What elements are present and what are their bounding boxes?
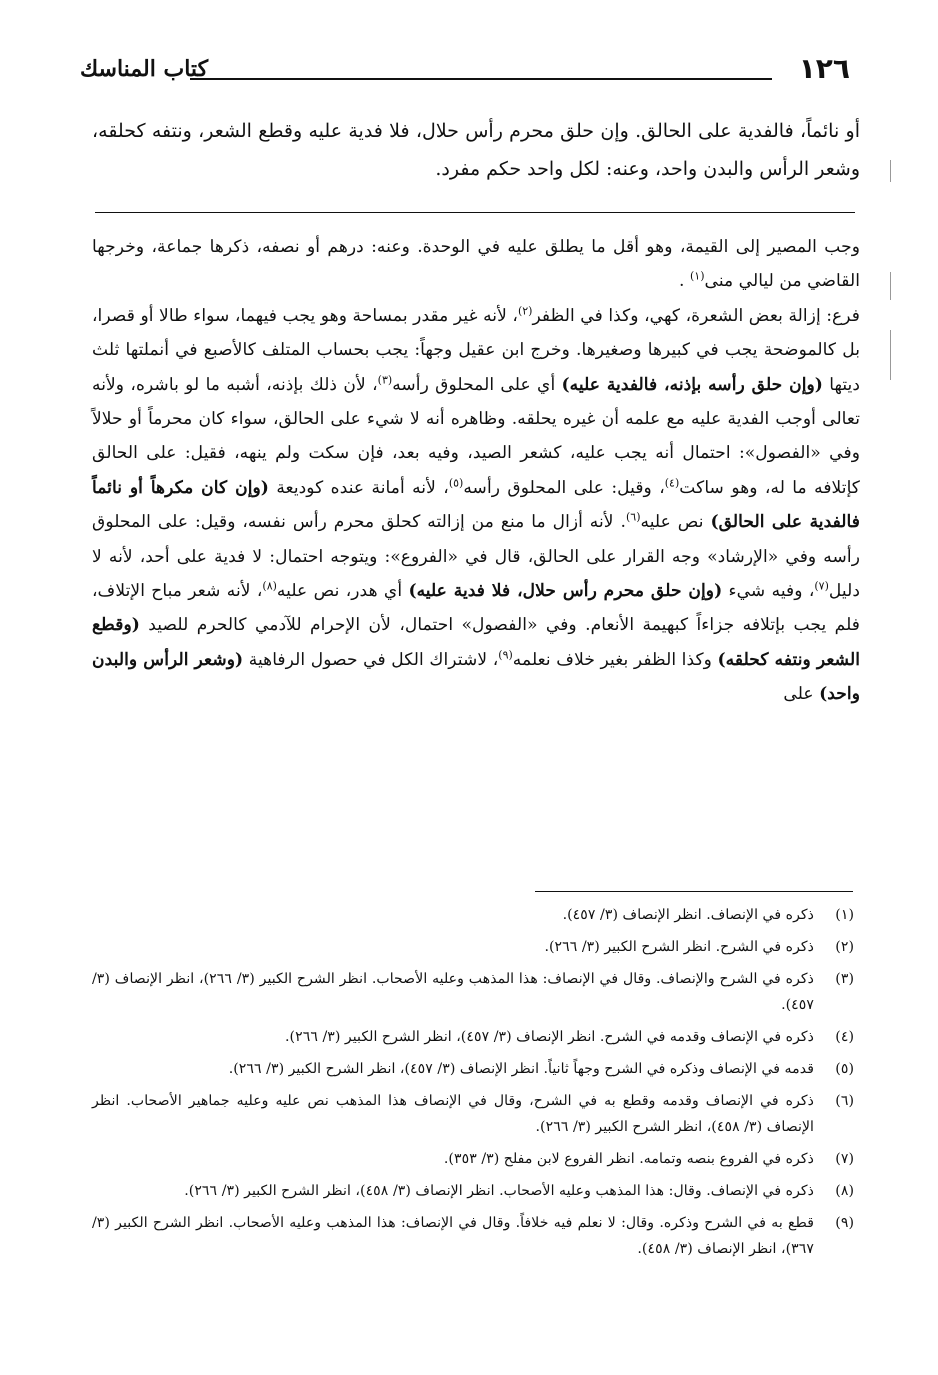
footnote-number: (٣) (835, 971, 854, 987)
margin-tick (890, 272, 891, 300)
footnote (92, 966, 854, 1018)
footnote-number: (١) (835, 907, 854, 923)
footnote-ref[interactable]: (٦) (625, 510, 641, 524)
footnote-number: (٧) (835, 1151, 854, 1167)
footnote (92, 1178, 854, 1204)
margin-tick (890, 160, 891, 182)
matn-quote: (وقطع الشعر ونتفه كحلقه) (92, 615, 861, 670)
commentary (92, 230, 860, 712)
margin-tick (890, 330, 891, 380)
footnote-ref[interactable]: (٥) (448, 476, 464, 490)
footnote-number: (٩) (835, 1215, 854, 1231)
matn-quote: (وإن حلق رأسه بإذنه، فالفدية عليه) (561, 374, 823, 395)
footnote (92, 1210, 854, 1262)
matn-divider (95, 212, 855, 213)
footnote-text: قطع به في الشرح وذكره. وقال: لا نعلم فيه خلافاً. وقال في الإنصاف: هذا المذهب وعليه الأصحاب. انظر الشرح الكبير (٣/ ٣٦٧)، انظر الإنصاف (٣/ ٤٥٨). (92, 1215, 814, 1257)
footnote (92, 1088, 854, 1140)
footnote (92, 934, 854, 960)
footnote-ref[interactable]: (١) (689, 269, 705, 283)
matn-quote: (وشعر الرأس والبدن واحد) (92, 649, 860, 705)
footnotes (92, 902, 854, 1268)
commentary-paragraph-1: وجب المصير إلى القيمة، وهو أقل ما يطلق عليه في الوحدة. وعنه: درهم أو نصفه، ذكرها جماعة، وخرجها القاضي من ليالي منى$^{(١)}$ . (92, 237, 860, 292)
footnote-text: ذكره في الشرح. انظر الشرح الكبير (٣/ ٢٦٦). (544, 939, 814, 955)
footnote (92, 1146, 854, 1172)
header-rule (190, 78, 772, 80)
footnotes-divider (535, 891, 853, 892)
footnote (92, 902, 854, 928)
footnote-text: ذكره في الإنصاف. انظر الإنصاف (٣/ ٤٥٧). (562, 907, 814, 923)
footnote (92, 1024, 854, 1050)
page-number: ١٢٦ (798, 52, 850, 85)
footnote-ref[interactable]: (٧) (814, 579, 829, 593)
footnote-text: ذكره في الإنصاف. وقال: هذا المذهب وعليه الأصحاب. انظر الإنصاف (٣/ ٤٥٨)، انظر الشرح الكبير (٣/ ٢٦٦). (184, 1183, 814, 1199)
footnote-text: قدمه في الإنصاف وذكره في الشرح وجهاً ثانياً. انظر الإنصاف (٣/ ٤٥٧)، انظر الشرح الكبير (٣/ ٢٦٦). (228, 1061, 814, 1077)
footnote-text: ذكره في الفروع بنصه وتمامه. انظر الفروع لابن مفلح (٣/ ٣٥٣). (443, 1151, 814, 1167)
matn-text: أو نائماً، فالفدية على الحالق. وإن حلق محرم رأس حلال، فلا فدية عليه وقطع الشعر، ونتفه كحلقه، وشعر الرأس والبدن واحد، وعنه: لكل واحد حكم مفرد. (92, 120, 860, 180)
footnote-ref[interactable]: (٣) (377, 372, 393, 386)
matn-quote: (وإن حلق محرم رأس حلال، فلا فدية عليه) (408, 581, 723, 602)
footnote-number: (٦) (835, 1093, 854, 1109)
footnote (92, 1056, 854, 1082)
matn-quote: (وإن كان مكرهاً أو نائماً فالفدية على الحالق) (92, 477, 860, 533)
footnote-number: (٢) (835, 939, 854, 955)
footnote-ref[interactable]: (٩) (498, 648, 513, 662)
footnote-number: (٤) (835, 1029, 854, 1045)
footnote-ref[interactable]: (٨) (262, 579, 277, 593)
page-header (80, 50, 850, 90)
footnote-ref[interactable]: (٤) (664, 476, 680, 490)
commentary-paragraph-2: فرع: إزالة بعض الشعرة، كهي، وكذا في الظفر$^{(٢)}$، لأنه غير مقدر بمساحة وهو يجب فيهما، سواء طالا أو قصرا، بل كالموضحة يجب في كبيرها وصغيرها. وخرج ابن عقيل وجهاً: يجب بحساب المتلف كالأصبع في أنملتها ثلث ديتها (وإن حلق رأسه بإذنه، فالفدية عليه) أي على المحلوق رأسه$^{(٣)}$، لأن ذلك بإذنه، أشبه ما لو باشره، ولأنه تعالى أوجب الفدية عليه مع علمه أن غيره يحلقه. وظاهره أنه لا شيء على الحالق، سواء كان محرماً أو حلالاً وفي «الفصول»: احتمال أنه يجب عليه، كشعر الصيد، وفيه بعد، فإن سكت ولم ينهه، فقيل: على الحالق كإتلافه ما له، وهو ساكت$^{(٤)}$، وقيل: على المحلوق رأسه$^{(٥)}$، لأنه أمانة عنده كوديعة (وإن كان مكرهاً أو نائماً فالفدية على الحالق) نص عليه$^{(٦)}$. لأنه أزال ما منع من إزالته كحلق محرم رأس نفسه، وقيل: على المحلوق رأسه وفي «الإرشاد» وجه القرار على الحالق، قال في «الفروع»: ويتوجه احتمال: لا فدية على أحد، لأنه لا دليل$^{(٧)}$، وفيه شيء (وإن حلق محرم رأس حلال، فلا فدية عليه) أي هدر، نص عليه$^{(٨)}$، لأنه شعر مباح الإتلاف، فلم يجب بإتلافه جزاءاً كبهيمة الأنعام. وفي «الفصول» احتمال، لأن الإحرام للآدمي كالحرم للصيد (وقطع الشعر ونتفه كحلقه) وكذا الظفر بغير خلاف نعلمه$^{(٩)}$، لاشتراك الكل في حصول الرفاهية (وشعر الرأس والبدن واحد) على (92, 304, 861, 705)
footnote-text: ذكره في الشرح والإنصاف. وقال في الإنصاف: هذا المذهب وعليه الأصحاب. انظر الشرح الكبير (٣/ ٢٦٦)، انظر الإنصاف (٣/ ٤٥٧). (92, 971, 814, 1013)
footnote-number: (٥) (835, 1061, 854, 1077)
footnote-number: (٨) (835, 1183, 854, 1199)
footnote-ref[interactable]: (٢) (517, 304, 533, 318)
book-title: كتاب المناسك (80, 56, 209, 82)
footnote-text: ذكره في الإنصاف وقدمه في الشرح. انظر الإنصاف (٣/ ٤٥٧)، انظر الشرح الكبير (٣/ ٢٦٦). (285, 1029, 814, 1045)
footnote-text: ذكره في الإنصاف وقدمه وقطع به في الشرح، وقال في الإنصاف هذا المذهب نص عليه وعليه جماهير الأصحاب. انظر الإنصاف (٣/ ٤٥٨)، انظر الشرح الكبير (٣/ ٢٦٦). (92, 1093, 814, 1135)
